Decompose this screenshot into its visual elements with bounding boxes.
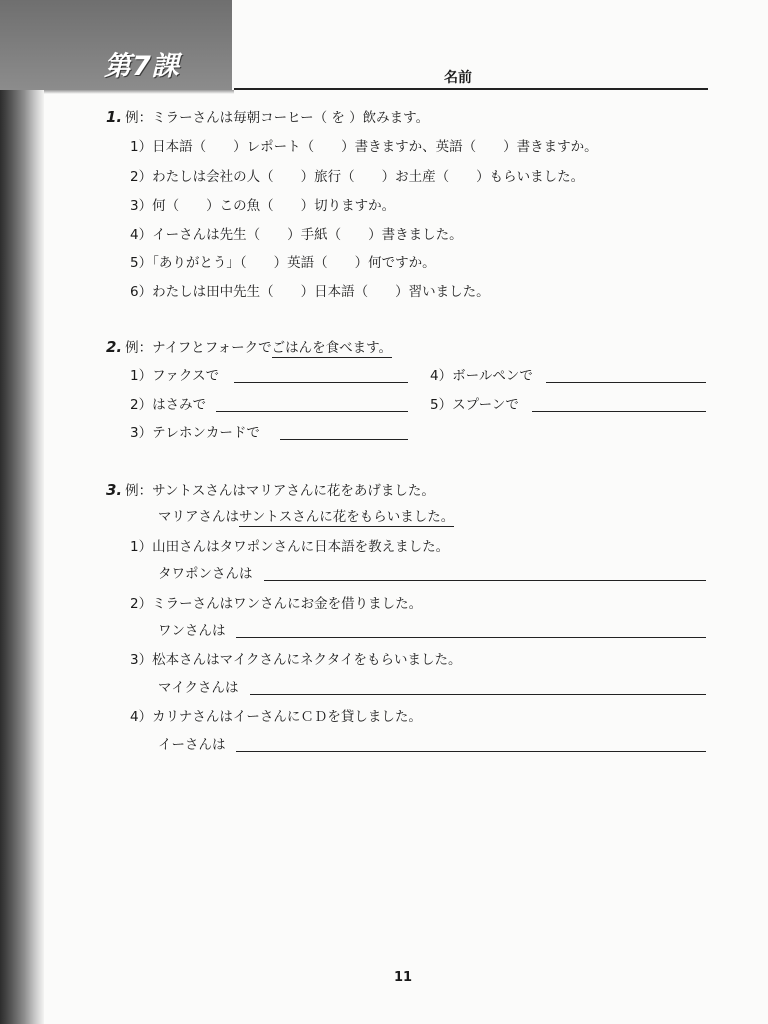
q3-answer-line-1[interactable]	[264, 580, 706, 581]
q2-example	[106, 338, 392, 357]
q1-item-5: 5）「ありがとう」（ ）英語（ ）何ですか。	[130, 255, 436, 271]
q2-answer-line-4[interactable]	[546, 382, 706, 383]
q3-example	[106, 481, 435, 500]
q3-item-3: 3）松本さんはマイクさんにネクタイをもらいました。	[130, 652, 462, 668]
q3-example-text: 例：サントスさんはマリアさんに花をあげました。	[125, 483, 435, 499]
q3-answer-line-2[interactable]	[236, 637, 706, 638]
name-label: 名前	[444, 70, 472, 86]
q2-example-text: 例：ナイフとフォークで	[125, 340, 272, 356]
q1-example	[106, 108, 429, 127]
q3-example-answer-prefix: マリアさんは	[158, 509, 239, 525]
q1-item-3: 3）何（ ）この魚（ ）切りますか。	[130, 198, 396, 214]
q2-number: 2.	[106, 338, 123, 356]
q3-answer-line-4[interactable]	[236, 751, 706, 752]
q3-example-answer-line	[158, 508, 454, 526]
q3-number: 3.	[106, 481, 123, 499]
q1-number: 1.	[106, 108, 123, 126]
lesson-title: 第7課	[104, 51, 180, 82]
name-line	[234, 88, 708, 90]
q2-answer-line-3[interactable]	[280, 439, 408, 440]
q1-item-2: 2）わたしは会社の人（ ）旅行（ ）お土産（ ）もらいました。	[130, 169, 585, 185]
q3-item-4-prefix: イーさんは	[158, 737, 226, 753]
q3-item-4: 4）カリナさんはイーさんにＣＤを貸しました。	[130, 709, 422, 725]
q1-example-text: 例：ミラーさんは毎朝コーヒー（ を ）飲みます。	[125, 110, 430, 126]
q3-item-2-prefix: ワンさんは	[158, 623, 226, 639]
q3-item-2: 2）ミラーさんはワンさんにお金を借りました。	[130, 596, 423, 612]
q3-answer-line-3[interactable]	[250, 694, 706, 695]
page-number: 11	[394, 970, 413, 985]
q1-item-4: 4）イーさんは先生（ ）手紙（ ）書きました。	[130, 227, 463, 243]
book-spine-shadow	[0, 0, 44, 1024]
q3-item-3-prefix: マイクさんは	[158, 680, 239, 696]
q2-answer-line-1[interactable]	[234, 382, 408, 383]
q2-item-3: 3）テレホンカードで	[130, 425, 260, 441]
q2-example-answer: ごはんを食べます。	[271, 340, 393, 356]
q3-item-1: 1）山田さんはタワポンさんに日本語を教えました。	[130, 539, 450, 555]
q1-item-1: 1）日本語（ ）レポート（ ）書きますか、英語（ ）書きますか。	[130, 139, 598, 155]
q3-example-answer: サントスさんに花をもらいました。	[239, 509, 455, 525]
q1-item-6: 6）わたしは田中先生（ ）日本語（ ）習いました。	[130, 284, 490, 300]
q2-item-4: 4）ボールペンで	[430, 368, 533, 384]
q2-item-1: 1）ファクスで	[130, 368, 220, 384]
q2-item-5: 5）スプーンで	[430, 397, 519, 413]
header-divider	[44, 90, 234, 94]
q2-answer-line-2[interactable]	[216, 411, 408, 412]
q2-answer-line-5[interactable]	[532, 411, 706, 412]
q3-item-1-prefix: タワポンさんは	[158, 566, 253, 582]
q2-item-2: 2）はさみで	[130, 397, 207, 413]
